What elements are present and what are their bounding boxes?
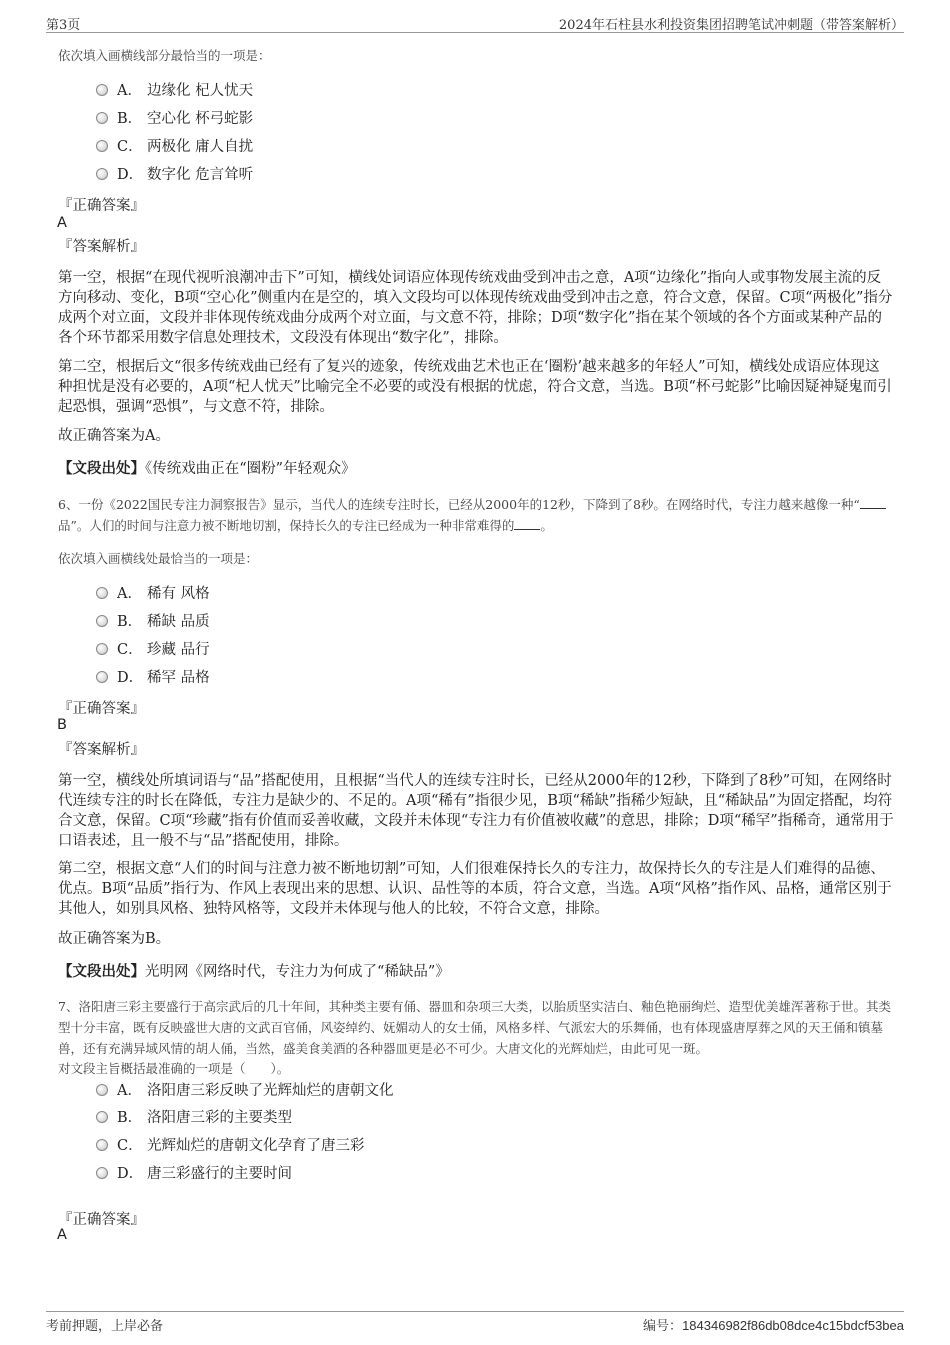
page-footer [46,1311,904,1336]
q6-analysis-label: 『答案解析』 [58,742,145,758]
radio-icon[interactable] [96,84,108,96]
q5-option-b[interactable]: B． 空心化 杯弓蛇影 [96,108,253,130]
source-text: 光明网《网络时代，专注力为何成了“稀缺品”》 [145,964,450,980]
document-title: 2024年石柱县水利投资集团招聘笔试冲刺题（带答案解析） [558,18,904,33]
q6-correct-label: 『正确答案』 [58,701,145,717]
radio-icon[interactable] [96,1139,108,1151]
q6-source [58,962,894,982]
q5-analysis-paragraph: 第一空，根据“在现代视听浪潮冲击下”可知，横线处词语应体现传统戏曲受到冲击之意，A项“边缘化”指向人或事物发展主流的反方向移动、变化，B项“空心化”侧重内在是空的，填入文段均可以体现传统戏曲受到冲击之意，符合文意，保留。C项“两极化”指分成两个对立面，文段并非体现传统戏曲分成两个对立面，与文意不符，排除；D项“数字化”指在某个领域的各个方面或某种产品的各个环节都采用数字信息处理技术，文段没有体现出“数字化”，排除。 [58,270,893,346]
q7-prompt: 对文段主旨概括最准确的一项是（ ）。 [58,1061,290,1076]
q5-analysis-label: 『答案解析』 [58,239,145,255]
q6-option-d[interactable]: D． 稀罕 品格 [96,667,210,689]
q5-correct-answer: A [57,215,67,231]
radio-icon[interactable] [96,671,108,683]
q5-option-d[interactable]: D． 数字化 危言耸听 [96,164,253,186]
q6-analysis-paragraph: 第二空，根据文意“人们的时间与注意力被不断地切割”可知，人们很难保持长久的专注力，故保持长久的专注是人们难得的品德、优点。B项“品质”指行为、作风上表现出来的思想、认识、品性等的本质，符合文意，当选。A项“风格”指作风、品格，通常区别于其他人，如别具风格、独特风格等，文段并未体现与他人的比较，不符合文意，排除。 [58,861,892,917]
document-code: 编号：184346982f86db08dce4c15bdcf53bea [643,1318,904,1334]
page-number: 第3页 [46,18,81,33]
page-header [46,12,904,33]
q6-analysis-paragraph: 第一空，横线处所填词语与“品”搭配使用，且根据“当代人的连续专注时长，已经从2000年的12秒，下降到了8秒”可知，在网络时代连续专注的时长在降低，专注力是缺少的、不足的。A项“稀有”指很少见，B项“稀缺”指稀少短缺，且“稀缺品”为固定搭配，均符合文意，保留。C项“珍藏”指有价值而妥善收藏，文段并未体现“专注力有价值被收藏”的意思，排除；D项“稀罕”指稀奇，通常用于口语表述，且一般不与“品”搭配使用，排除。 [58,773,894,849]
source-text: 《传统戏曲正在“圈粉”年轻观众》 [145,461,356,477]
q6-option-a[interactable]: A． 稀有 风格 [96,583,210,605]
source-label: 【文段出处】 [58,460,145,477]
radio-icon[interactable] [96,1167,108,1179]
q6-analysis-conclusion: 故正确答案为B。 [58,931,171,947]
footer-slogan: 考前押题，上岸必备 [46,1319,164,1334]
q5-source [58,459,894,479]
radio-icon[interactable] [96,1084,108,1096]
source-label: 【文段出处】 [58,963,145,980]
radio-icon[interactable] [96,140,108,152]
q7-option-d[interactable]: D． 唐三彩盛行的主要时间 [96,1163,292,1185]
radio-icon[interactable] [96,168,108,180]
q5-analysis-conclusion: 故正确答案为A。 [58,428,170,444]
radio-icon[interactable] [96,1111,108,1123]
q5-correct-label: 『正确答案』 [58,198,145,214]
q6-prompt: 依次填入画横线处最恰当的一项是： [58,551,259,566]
q6-option-b[interactable]: B． 稀缺 品质 [96,611,210,633]
q7-correct-answer: A [57,1227,67,1243]
q5-prompt: 依次填入画横线部分最恰当的一项是： [58,48,271,63]
radio-icon[interactable] [96,615,108,627]
radio-icon[interactable] [96,643,108,655]
q5-option-a[interactable]: A． 边缘化 杞人忧天 [96,80,253,102]
q7-option-b[interactable]: B． 洛阳唐三彩的主要类型 [96,1107,292,1129]
q7-stem: 7、洛阳唐三彩主要盛行于高宗武后的几十年间，其种类主要有俑、器皿和杂项三大类，以胎质坚实洁白、釉色艳丽绚烂、造型优美雄浑著称于世。其类型十分丰富，既有反映盛世大唐的文武百官俑，风姿绰约、妩媚动人的女士俑，风格多样、气派宏大的乐舞俑，也有体现盛唐厚葬之风的天王俑和镇墓兽，还有充满异域风情的胡人俑，当然，盛美食美酒的各种器皿更是必不可少。大唐文化的光辉灿烂，由此可见一斑。 [58,999,891,1056]
blank-line [860,496,886,509]
q5-analysis-paragraph: 第二空，根据后文“很多传统戏曲已经有了复兴的迹象，传统戏曲艺术也正在‘圈粉’越来越多的年轻人”可知，横线处成语应体现这种担忧是没有必要的，A项“杞人忧天”比喻完全不必要的或没有根据的忧虑，符合文意，当选。B项“杯弓蛇影”比喻因疑神疑鬼而引起恐惧，强调“恐惧”，与文意不符，排除。 [58,359,892,415]
q6-correct-answer: B [57,717,67,733]
q6-option-c[interactable]: C． 珍藏 品行 [96,639,210,661]
q5-option-c[interactable]: C． 两极化 庸人自扰 [96,136,253,158]
q7-option-a[interactable]: A． 洛阳唐三彩反映了光辉灿烂的唐朝文化 [96,1080,394,1102]
blank-line [514,517,540,530]
radio-icon[interactable] [96,112,108,124]
q7-option-c[interactable]: C． 光辉灿烂的唐朝文化孕育了唐三彩 [96,1135,365,1157]
radio-icon[interactable] [96,587,108,599]
q7-correct-label: 『正确答案』 [58,1212,145,1228]
q6-stem: 6、一份《2022国民专注力洞察报告》显示，当代人的连续专注时长，已经从2000年的12秒，下降到了8秒。在网络时代，专注力越来越像一种“品”。人们的时间与注意力被不断地切割，保持长久的专注已经成为一种非常难得的 。 [58,494,894,536]
